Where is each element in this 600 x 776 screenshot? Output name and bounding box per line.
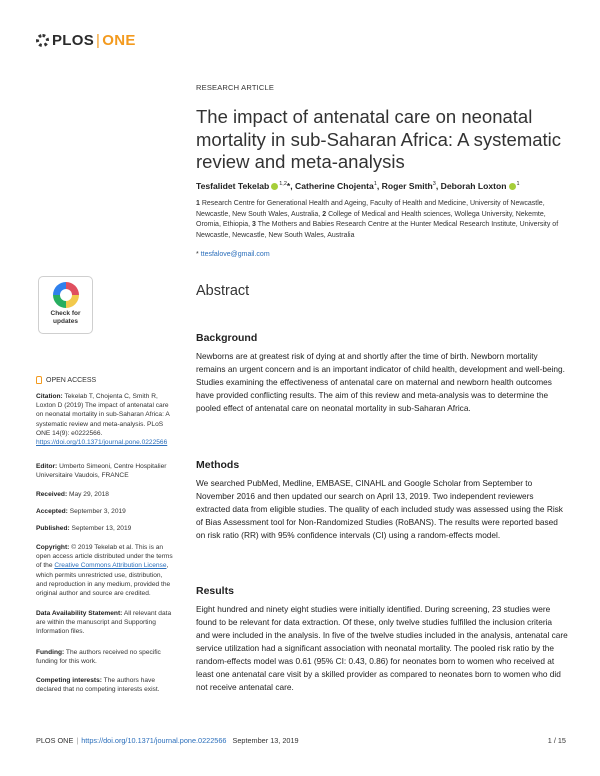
affiliations [196, 199, 571, 241]
author-name[interactable]: Deborah Loxton [440, 181, 507, 191]
received-block [36, 490, 174, 499]
author-affil-sup: 1,2 [279, 181, 287, 188]
footer-separator: | [76, 736, 79, 745]
logo-one-text: ONE [102, 32, 136, 49]
funding-text: The authors received no specific funding for this work. [36, 649, 161, 666]
data-availability-label: Data Availability Statement: [36, 610, 123, 617]
published-label: Published: [36, 525, 70, 532]
author-affil-sup: 1 [516, 181, 520, 188]
competing-text: The authors have declared that no competing interests exist. [36, 677, 160, 694]
author-affil-sup: 1 [373, 181, 377, 188]
published-date: September 13, 2019 [71, 525, 132, 532]
footer-doi-link[interactable]: https://doi.org/10.1371/journal.pone.0222566 [81, 736, 227, 745]
methods-text: We searched PubMed, Medline, EMBASE, CINAHL and Google Scholar from September to November 2016 and then updated our search on April 13, 2019. Two independent reviewers extracted data from eligible studies. The quality of each included study was assessed using the Risk of Bias Assessment tool for Non-Randomized Studies (RoBANS). The results were reported based on risk ratio (RR) with 95% confidence intervals (CI) using a random-effects model. [196, 478, 563, 540]
corresponding-email [196, 251, 270, 258]
footer-date: September 13, 2019 [232, 736, 299, 745]
results-text: Eight hundred and ninety eight studies were initially identified. During screening, 23 studies were found to be relevant for data extraction. Of these, only twelve studies fulfilled the inclusion criteria and were included in the analysis. In five of the twelve studies included in the analysis, antenatal care service utilization had a significant association with neonatal mortality. The pooled risk ratio by the random-effects model was 0.61 (95% CI: 0.43, 0.86) for neonates born to women who received at least one antenatal care visit by a skilled provider as compared to neonates born to women who did not receive antenatal care. [196, 604, 568, 692]
plos-gear-icon [36, 34, 49, 47]
citation-block [36, 392, 174, 447]
article-type: RESEARCH ARTICLE [196, 83, 275, 92]
check-updates-line1: Check for [50, 310, 81, 317]
license-link[interactable]: Creative Commons Attribution License [54, 562, 167, 570]
author-name[interactable]: Tesfalidet Tekelab [196, 181, 270, 191]
article-title: The impact of antenatal care on neonatal mortality in sub-Saharan Africa: A systematic review and meta-analysis [196, 106, 562, 172]
affil-num: 2 [322, 210, 327, 218]
author-name[interactable]: Roger Smith [381, 181, 433, 191]
funding-block [36, 648, 174, 666]
citation-text: Tekelab T, Chojenta C, Smith R, Loxton D (2019) The impact of antenatal care on neonatal mortality in sub-Saharan Africa: A systematic review and meta-analysis. PLoS ONE 14(9): e0222566. [36, 393, 170, 437]
published-block [36, 524, 174, 533]
author-affil-sup: 3 [432, 181, 436, 188]
editor-label: Editor: [36, 463, 58, 470]
orcid-icon[interactable] [271, 183, 278, 190]
citation-label: Citation: [36, 393, 63, 400]
received-label: Received: [36, 491, 68, 498]
methods-heading: Methods [196, 459, 240, 471]
accepted-label: Accepted: [36, 508, 68, 515]
received-date: May 29, 2018 [69, 491, 109, 498]
accepted-block [36, 507, 174, 516]
results-heading: Results [196, 585, 234, 597]
email-link[interactable]: ttesfalove@gmail.com [200, 251, 270, 258]
data-availability-text: All relevant data are within the manuscript and Supporting Information files. [36, 610, 172, 636]
background-text: Newborns are at greatest risk of dying at and shortly after the time of birth. Newborn mortality remains an urgent concern and is an important indicator of child health, development and well-being. Studies examining the effectiveness of antenatal care on maternal and newborn health outcomes have provided conflicting results. The aim of this review and meta-analysis was to determine the pooled effect of antenatal care on neonatal mortality in sub-Saharan Africa. [196, 351, 565, 413]
open-access [36, 376, 96, 384]
copyright-text-after: , which permits unrestricted use, distribution, and reproduction in any medium, provided the original author and source are credited. [36, 562, 171, 598]
footer-journal: PLOS ONE [36, 736, 74, 745]
author-list: Tesfalidet Tekelab $^{1,2}$*, Catherine Chojenta$^1$, Roger Smith$^3$, Deborah Loxton $^1$ [196, 181, 520, 191]
competing-label: Competing interests: [36, 677, 102, 684]
editor-block [36, 462, 174, 480]
competing-interests-block [36, 676, 174, 694]
accepted-date: September 3, 2019 [69, 508, 126, 515]
data-availability-block [36, 609, 174, 637]
funding-label: Funding: [36, 649, 65, 656]
affil-text: College of Medical and Health sciences, Wollega University, Nekemte, Oromia, Ethiopia, [196, 210, 546, 228]
page-footer [36, 736, 566, 745]
citation-doi-link[interactable]: https://doi.org/10.1371/journal.pone.0222566 [36, 439, 168, 447]
affil-text: Research Centre for Generational Health and Ageing, Faculty of Health and Medicine, University of Newcastle, Newcastle, New South Wales, Australia, [196, 200, 545, 218]
page-number: 1 / 15 [547, 736, 566, 745]
copyright-text: © 2019 Tekelab et al. This is an open access article distributed under the terms of the [36, 544, 173, 570]
background-heading: Background [196, 332, 258, 344]
open-access-label: OPEN ACCESS [46, 376, 97, 384]
copyright-label: Copyright: [36, 544, 70, 551]
check-updates-line2: updates [53, 317, 78, 325]
corresponding-mark: * [286, 181, 291, 191]
orcid-icon[interactable] [509, 183, 516, 190]
logo-separator: | [96, 32, 101, 49]
check-for-updates-badge[interactable] [38, 276, 93, 334]
abstract-heading: Abstract [196, 283, 250, 299]
copyright-block [36, 543, 174, 598]
open-lock-icon [36, 376, 42, 384]
crossmark-icon [53, 282, 79, 308]
plos-one-logo [36, 32, 136, 49]
email-mark: * [196, 251, 199, 258]
logo-plos-text: PLOS [52, 32, 95, 49]
editor-text: Umberto Simeoni, Centre Hospitalier Universitaire Vaudois, FRANCE [36, 463, 167, 480]
affil-num: 3 [252, 221, 256, 228]
affil-text: The Mothers and Babies Research Centre at the Hunter Medical Research Institute, University of Newcastle, Newcastle, New South Wales, Australia [196, 221, 559, 239]
author-name[interactable]: Catherine Chojenta [295, 181, 374, 191]
affil-num: 1 [196, 200, 200, 207]
